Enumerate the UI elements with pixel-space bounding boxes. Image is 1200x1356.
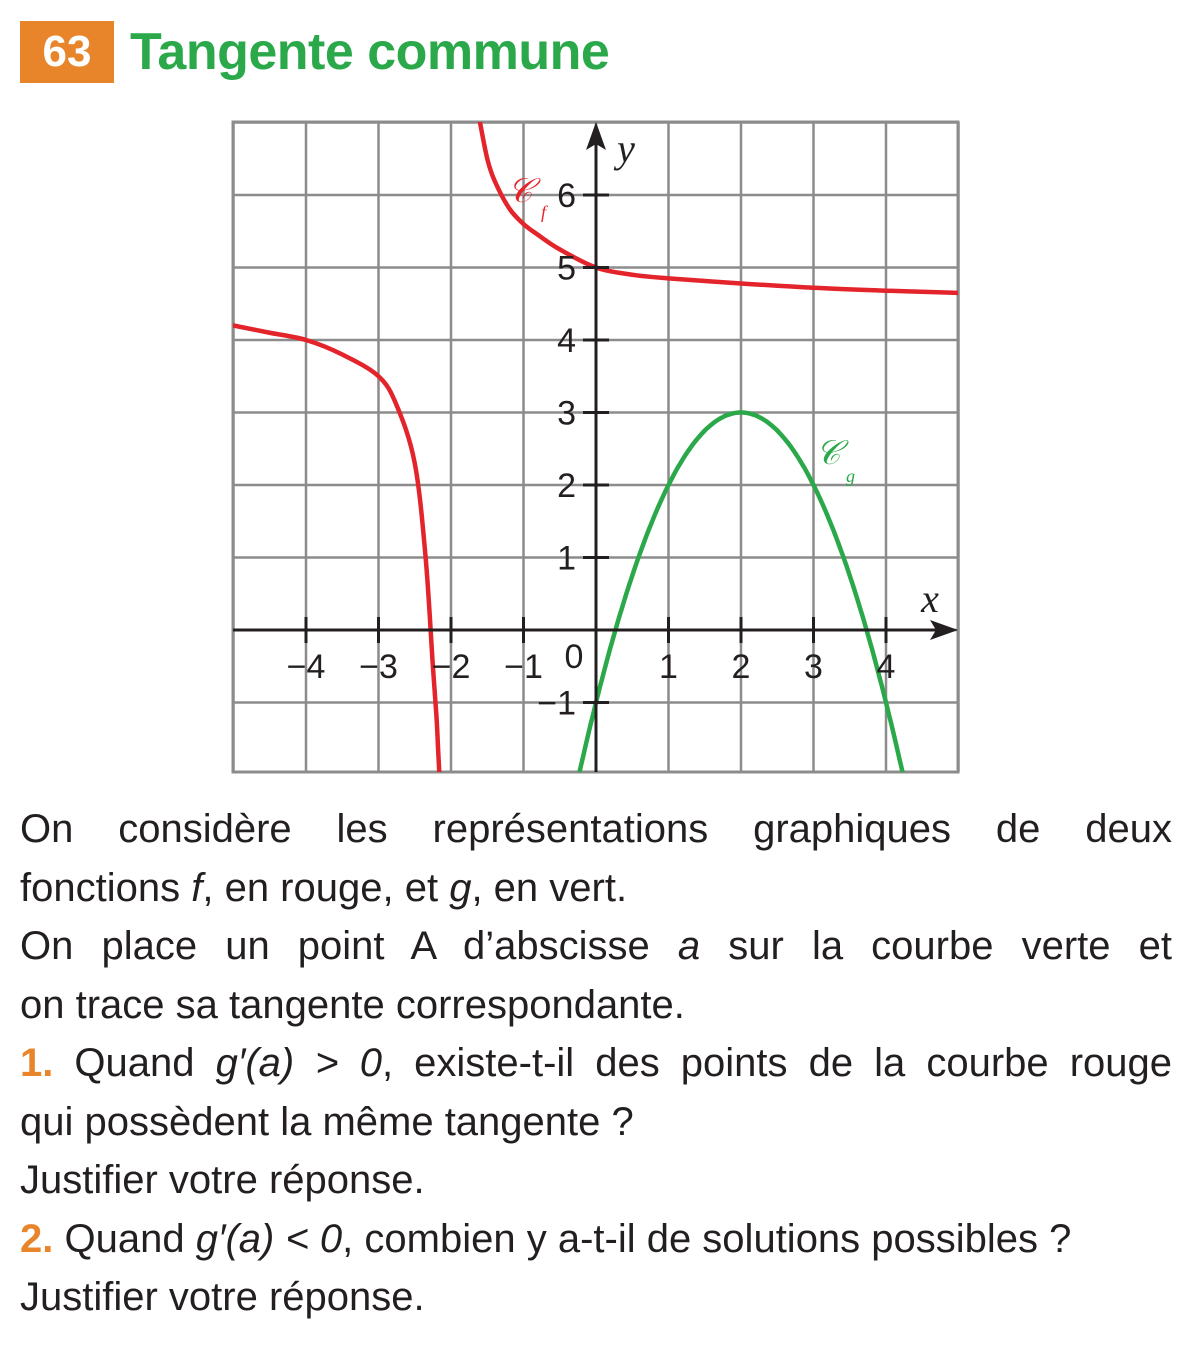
x-tick-label: −4	[286, 648, 326, 686]
question-1-line-2: qui possèdent la même tangente ?	[20, 1099, 634, 1144]
exercise-title: Tangente commune	[130, 23, 610, 81]
question-1-expression: g′(a) > 0	[215, 1041, 382, 1085]
intro-line-1: On considère les représentations graphiques de deux	[20, 807, 1172, 851]
curve-label-cg: 𝒞	[815, 433, 841, 473]
curve-label-cf-sub: f	[541, 202, 547, 222]
x-tick-label: 1	[659, 648, 678, 686]
x-axis-label: x	[921, 576, 939, 621]
y-axis-label: y	[617, 126, 635, 171]
y-tick-label: 5	[557, 249, 576, 288]
question-2-number: 2.	[20, 1216, 54, 1261]
question-2-line-2: Justifier votre réponse.	[20, 1275, 425, 1319]
intro-line-4: on trace sa tangente correspondante.	[20, 982, 685, 1027]
question-1-line-3: Justifier votre réponse.	[20, 1158, 425, 1202]
x-tick-label: 2	[731, 648, 751, 686]
exercise-number: 63	[20, 21, 114, 83]
function-graph	[0, 100, 1200, 790]
x-tick-label: 0	[564, 638, 584, 676]
curve-Cf-branch-1	[234, 326, 440, 776]
y-tick-label: −1	[537, 684, 576, 723]
x-tick-label: −3	[359, 648, 398, 686]
question-2-expression: g′(a) < 0	[195, 1216, 343, 1261]
x-tick-label: 4	[876, 648, 896, 686]
x-tick-label: −1	[504, 648, 543, 686]
question-1: 1. Quand g′(a) > 0, existe-t-il des points de la courbe rouge	[20, 1041, 1173, 1085]
exercise-header	[20, 20, 609, 84]
y-tick-label: 2	[557, 467, 576, 505]
x-tick-label: 3	[804, 648, 823, 686]
question-1-number: 1.	[20, 1041, 54, 1085]
curve-label-cg-sub: g	[846, 466, 855, 486]
intro-line-2: fonctions f, en rouge, et g, en vert.	[20, 865, 628, 910]
curve-label-cf: 𝒞	[507, 171, 533, 211]
question-2: 2. Quand g′(a) < 0, combien y a-t-il de solutions possibles ?	[20, 1216, 1072, 1261]
y-tick-label: 6	[557, 177, 576, 215]
y-tick-label: 3	[557, 394, 576, 433]
x-tick-label: −2	[431, 648, 471, 686]
axes	[233, 122, 958, 772]
intro-line-3: On place un point A d’abscisse a sur la courbe verte et	[20, 924, 1172, 968]
y-tick-label: 1	[557, 539, 576, 578]
y-tick-label: 4	[557, 322, 576, 360]
exercise-text	[20, 800, 1172, 1327]
